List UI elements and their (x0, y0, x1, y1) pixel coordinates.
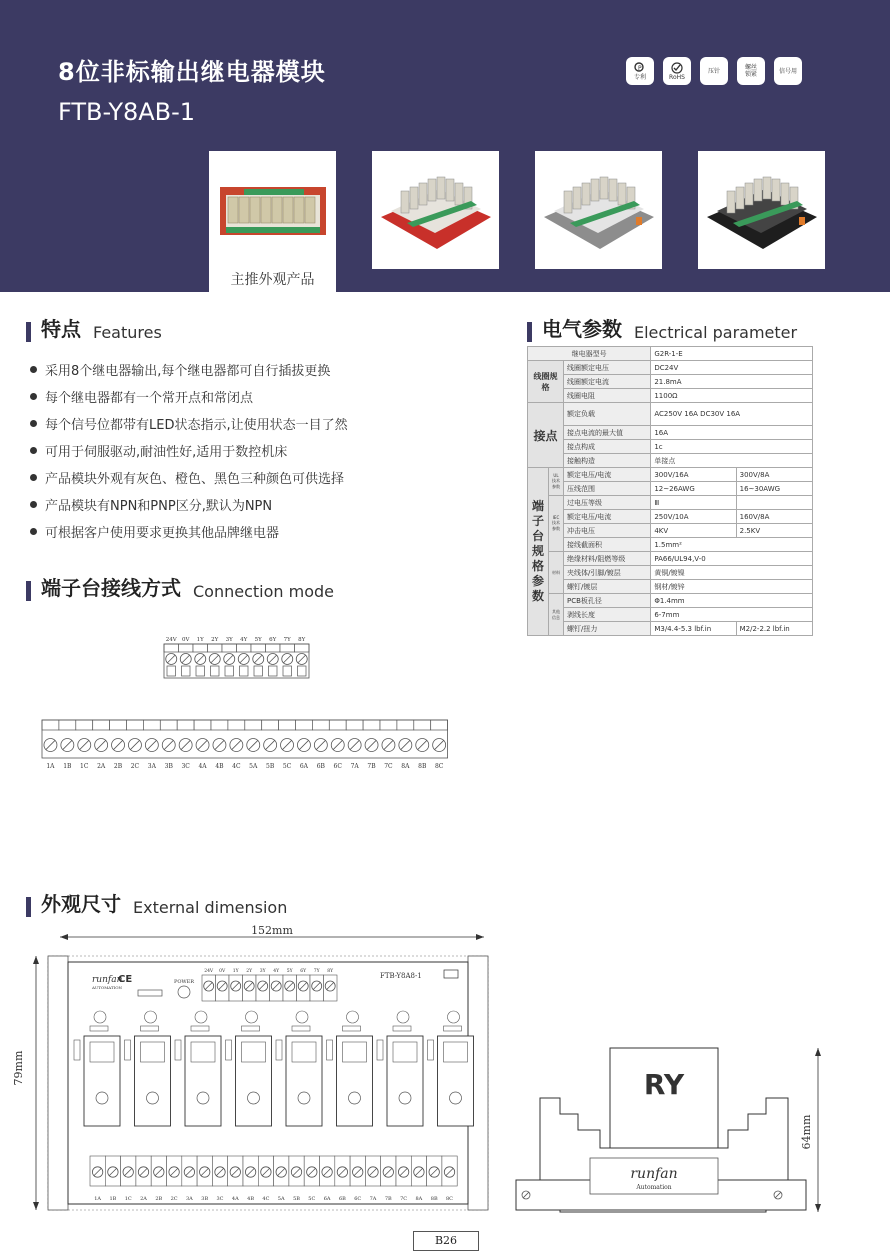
terminal-cell (397, 720, 414, 730)
terminal-pin (167, 666, 176, 676)
badge-row (626, 57, 802, 85)
terminal-label: 3Y (259, 969, 266, 974)
bullet-icon (30, 393, 37, 400)
resistor-icon (191, 1026, 209, 1031)
dimension-title-en: External dimension (133, 898, 288, 917)
led-icon (448, 1011, 460, 1023)
terminal-label: 3C (216, 1196, 224, 1202)
terminal-cell (414, 720, 431, 730)
terminal-label: 8C (445, 1196, 454, 1202)
table-row: 螺钉/扭力 M3/4.4-5.3 lbf.in M2/2-2.2 lbf.in (528, 622, 813, 636)
board-model-text: FTB-Y8A8-1 (380, 972, 422, 980)
led-icon (145, 1011, 157, 1023)
terminal-cell (380, 720, 397, 730)
dimension-title-cn: 外观尺寸 (41, 892, 121, 916)
led-icon (94, 1011, 106, 1023)
terminal-cell (251, 644, 266, 652)
terminal-pin (298, 666, 307, 676)
connection-title-en: Connection mode (193, 582, 334, 601)
terminal-label: 6B (316, 763, 325, 770)
product-photo-black (698, 151, 825, 269)
dimension-heading (26, 888, 287, 917)
led-icon (195, 1011, 207, 1023)
bullet-icon (30, 420, 37, 427)
terminal-label: 4A (231, 1196, 239, 1202)
resistor-icon (90, 1026, 108, 1031)
terminal-label: 6B (338, 1196, 346, 1202)
terminal-label: 1C (124, 1196, 132, 1202)
terminal-label: 3B (164, 763, 173, 770)
connection-heading (26, 572, 334, 601)
side-brand-text: runfan (630, 1166, 678, 1182)
side-height-label: 64mm (800, 1114, 813, 1150)
terminal-cell (193, 644, 208, 652)
terminal-cell (194, 720, 211, 730)
features-title-en: Features (93, 323, 162, 342)
features-list (30, 356, 348, 545)
terminal-label: 2B (155, 1196, 163, 1202)
bullet-icon (30, 474, 37, 481)
terminal-cell (211, 720, 228, 730)
table-row: 冲击电压 4KV 2.5KV (528, 524, 813, 538)
terminal-label: 1Y (232, 969, 239, 974)
terminal-label: 24V (204, 969, 214, 974)
terminal-cell (279, 720, 296, 730)
terminal-label: 1B (63, 763, 72, 770)
page-number: B26 (413, 1231, 479, 1251)
terminal-cell (208, 644, 223, 652)
list-item: 产品模块外观有灰色、橙色、黑色三种颜色可供选择 (30, 464, 348, 491)
terminal-pin (225, 666, 234, 676)
height-label: 79mm (12, 1050, 25, 1086)
section-bar (26, 897, 31, 917)
features-title-cn: 特点 (41, 317, 81, 341)
socket-screw-icon (450, 1092, 462, 1104)
arrow-head (60, 934, 68, 940)
electrical-heading (527, 313, 797, 342)
terminal-cell (266, 644, 281, 652)
terminal-cell (262, 720, 279, 730)
terminal-pin (269, 666, 278, 676)
relay-label: RY (643, 1068, 685, 1101)
diode-icon (74, 1040, 80, 1060)
terminal-block-drawing (0, 630, 890, 790)
product-title: 8位非标输出继电器模块 (58, 58, 326, 86)
terminal-cell (110, 720, 127, 730)
diode-icon (276, 1040, 282, 1060)
terminal-label: 6C (333, 763, 342, 770)
relay-pin-area (141, 1042, 165, 1062)
section-bar (26, 581, 31, 601)
terminal-label: 2C (170, 1196, 178, 1202)
relay-pin-area (242, 1042, 266, 1062)
list-item: 可用于伺服驱动,耐油性好,适用于数控机床 (30, 437, 348, 464)
terminal-label: 5A (277, 1196, 285, 1202)
arrow-head (815, 1048, 821, 1056)
terminal-label: 4C (262, 1196, 270, 1202)
table-row: 端子台规格参数 UL技术参数 额定电压/电流 300V/16A 300V/8A (528, 468, 813, 482)
terminal-cell (177, 720, 194, 730)
diode-icon (175, 1040, 181, 1060)
socket-screw-icon (248, 1092, 260, 1104)
resistor-icon (343, 1026, 361, 1031)
ce-mark-icon: CE (118, 974, 133, 985)
led-icon (347, 1011, 359, 1023)
terminal-label: 7A (369, 1196, 377, 1202)
power-label: POWER (173, 979, 195, 985)
terminal-label: 6C (354, 1196, 362, 1202)
terminal-label: 8B (418, 763, 427, 770)
table-row: IEC技术参数 过电压等级 Ⅲ (528, 496, 813, 510)
terminal-cell (245, 720, 262, 730)
terminal-label: 0V (182, 637, 190, 643)
socket-screw-icon (147, 1092, 159, 1104)
terminal-cell (312, 720, 329, 730)
socket-screw-icon (298, 1092, 310, 1104)
relay-pin-area (191, 1042, 215, 1062)
resistor-icon (292, 1026, 310, 1031)
product-model: FTB-Y8AB-1 (58, 98, 196, 126)
terminal-label: 4Y (240, 637, 248, 643)
product-photo-top (209, 151, 336, 269)
terminal-cell (295, 644, 310, 652)
terminal-label: 7B (384, 1196, 392, 1202)
relay-module-image (214, 165, 332, 255)
board-marker (444, 970, 458, 978)
socket-screw-icon (197, 1092, 209, 1104)
width-label: 152mm (251, 924, 293, 937)
power-led-icon (178, 986, 190, 998)
table-row: 额定电压/电流 250V/10A 160V/8A (528, 510, 813, 524)
resistor-icon (242, 1026, 260, 1031)
header-banner (0, 0, 890, 292)
table-row: 其他信息 PCB板孔径 Φ1.4mm (528, 594, 813, 608)
diode-icon (125, 1040, 131, 1060)
terminal-label: 24V (165, 637, 177, 643)
table-row: 接线截面积 1.5mm² (528, 538, 813, 552)
table-row: 线圈额定电流 21.8mA (528, 375, 813, 389)
terminal-label: 6Y (300, 969, 307, 974)
table-row: 继电器型号 G2R-1-E (528, 347, 813, 361)
electrical-title-en: Electrical parameter (634, 323, 798, 342)
terminal-label: 8Y (298, 637, 306, 643)
patent-icon: P 专利 (626, 57, 654, 85)
terminal-cell (431, 720, 448, 730)
drawing-text: AUTOMATION (92, 985, 122, 990)
terminal-label: 5Y (286, 969, 293, 974)
terminal-label: 5C (308, 1196, 316, 1202)
socket-screw-icon (399, 1092, 411, 1104)
brand-logo-text: runfan (92, 975, 123, 985)
resistor-icon (138, 990, 162, 996)
terminal-label: 4C (232, 763, 241, 770)
terminal-label: 6Y (269, 637, 277, 643)
resistor-icon (393, 1026, 411, 1031)
terminal-cell (93, 720, 110, 730)
resistor-icon (444, 1026, 462, 1031)
terminal-label: 3A (186, 1196, 193, 1202)
arrow-head (815, 1204, 821, 1212)
relay-module-image (377, 165, 495, 255)
signal-icon: 信号用 (774, 57, 802, 85)
arrow-head (476, 934, 484, 940)
rail-clip-left (48, 956, 68, 1210)
terminal-label: 2A (97, 763, 106, 770)
terminal-label: 1A (46, 763, 55, 770)
terminal-label: 5Y (254, 637, 262, 643)
terminal-label: 8A (401, 763, 410, 770)
diode-icon (226, 1040, 232, 1060)
socket-screw-icon (96, 1092, 108, 1104)
rohs-icon: RoHS (663, 57, 691, 85)
table-row: 接触构造 单接点 (528, 454, 813, 468)
terminal-cell (160, 720, 177, 730)
terminal-cell (42, 720, 59, 730)
table-row: 螺钉/镀层 钢材/镀锌 (528, 580, 813, 594)
diode-icon (377, 1040, 383, 1060)
svg-text:P: P (638, 64, 642, 72)
terminal-label: 7Y (313, 969, 320, 974)
terminal-label: 3Y (225, 637, 233, 643)
terminal-cell (237, 644, 252, 652)
terminal-label: 5C (282, 763, 292, 770)
list-item: 每个信号位都带有LED状态指示,让使用状态一目了然 (30, 410, 348, 437)
led-icon (296, 1011, 308, 1023)
terminal-label: 7A (350, 763, 359, 770)
terminal-cell (296, 720, 313, 730)
terminal-label: 6A (323, 1196, 331, 1202)
terminal-label: 1B (109, 1196, 117, 1202)
terminal-label: 1Y (196, 637, 204, 643)
bullet-icon (30, 501, 37, 508)
terminal-cell (164, 644, 179, 652)
table-row: 接点 额定负载 AC250V 16A DC30V 16A (528, 403, 813, 426)
table-row: 压线范围 12~26AWG 16~30AWG (528, 482, 813, 496)
electrical-parameter-table (527, 346, 813, 636)
terminal-pin (182, 666, 191, 676)
terminal-label: 1C (80, 763, 89, 770)
product-photo-gray (535, 151, 662, 269)
relay-pin-area (343, 1042, 367, 1062)
table-row: 线圈规格 线圈额定电压 DC24V (528, 361, 813, 375)
list-item: 产品模块有NPN和PNP区分,默认为NPN (30, 491, 348, 518)
terminal-pin (254, 666, 263, 676)
terminal-cell (280, 644, 295, 652)
terminal-label: 8A (415, 1196, 423, 1202)
bullet-icon (30, 528, 37, 535)
relay-pin-area (393, 1042, 417, 1062)
product-photo-orange (372, 151, 499, 269)
terminal-label: 8B (430, 1196, 438, 1202)
terminal-cell (228, 720, 245, 730)
terminal-label: 0V (219, 969, 226, 974)
bullet-icon (30, 366, 37, 373)
terminal-cell (76, 720, 93, 730)
terminal-label: 7C (384, 763, 393, 770)
list-item: 可根据客户使用要求更换其他品牌继电器 (30, 518, 348, 545)
terminal-label: 8Y (327, 969, 334, 974)
table-row: 接点电流的最大值 16A (528, 426, 813, 440)
table-row: 线圈电阻 1100Ω (528, 389, 813, 403)
terminal-cell (127, 720, 144, 730)
electrical-title-cn: 电气参数 (542, 317, 622, 341)
resistor-icon (141, 1026, 159, 1031)
terminal-label: 3A (147, 763, 156, 770)
terminal-label: 7C (400, 1196, 408, 1202)
terminal-pin (240, 666, 249, 676)
terminal-label: 7B (367, 763, 376, 770)
terminal-pin (283, 666, 292, 676)
terminal-label: 3C (181, 763, 190, 770)
terminal-cell (329, 720, 346, 730)
diode-icon (327, 1040, 333, 1060)
socket-screw-icon (349, 1092, 361, 1104)
terminal-label: 7Y (283, 637, 291, 643)
screw-lock-icon: 螺丝锁紧 (737, 57, 765, 85)
relay-module-image (540, 165, 658, 255)
terminal-label: 1A (94, 1196, 101, 1202)
terminal-pin (211, 666, 220, 676)
led-icon (397, 1011, 409, 1023)
terminal-label: 5B (293, 1196, 300, 1202)
product-photos (209, 151, 861, 269)
terminal-label: 2Y (211, 637, 219, 643)
terminal-label: 4B (215, 763, 224, 770)
section-bar (26, 322, 31, 342)
terminal-label: 2Y (246, 969, 253, 974)
terminal-label: 4Y (273, 969, 280, 974)
table-row: 剥线长度 6-7mm (528, 608, 813, 622)
terminal-cell (222, 644, 237, 652)
terminal-cell (179, 644, 194, 652)
relay-pin-area (90, 1042, 114, 1062)
terminal-label: 5A (249, 763, 258, 770)
bullet-icon (30, 447, 37, 454)
side-brand-sub: Automation (636, 1184, 672, 1191)
terminal-label: 3B (201, 1196, 209, 1202)
terminal-label: 8C (434, 763, 444, 770)
relay-pin-area (444, 1042, 468, 1062)
section-bar (527, 322, 532, 342)
list-item: 每个继电器都有一个常开点和常闭点 (30, 383, 348, 410)
terminal-label: 2A (140, 1196, 147, 1202)
list-item: 采用8个继电器输出,每个继电器都可自行插拔更换 (30, 356, 348, 383)
terminal-cell (363, 720, 380, 730)
terminal-cell (346, 720, 363, 730)
terminal-cell (59, 720, 76, 730)
photo-caption: 主推外观产品 (209, 269, 336, 292)
features-heading (26, 313, 162, 342)
terminal-label: 4A (198, 763, 207, 770)
table-row: 接点构成 1c (528, 440, 813, 454)
table-row: 夹线体/引脚/镀层 黄铜/镀镍 (528, 566, 813, 580)
arrow-head (33, 956, 39, 964)
relay-module-image (703, 165, 821, 255)
crimp-pin-icon: 压针 (700, 57, 728, 85)
arrow-head (33, 1202, 39, 1210)
terminal-label: 2C (130, 763, 140, 770)
led-icon (246, 1011, 258, 1023)
terminal-label: 6A (299, 763, 309, 770)
table-row: 材料 绝缘材料/阻燃等级 PA66/UL94,V-0 (528, 552, 813, 566)
terminal-cell (143, 720, 160, 730)
terminal-label: 2B (113, 763, 123, 770)
relay-pin-area (292, 1042, 316, 1062)
connection-title-cn: 端子台接线方式 (41, 576, 181, 600)
board-outline-drawing (0, 920, 890, 1240)
terminal-pin (196, 666, 205, 676)
terminal-label: 4B (247, 1196, 255, 1202)
diode-icon (428, 1040, 434, 1060)
terminal-label: 5B (266, 763, 275, 770)
